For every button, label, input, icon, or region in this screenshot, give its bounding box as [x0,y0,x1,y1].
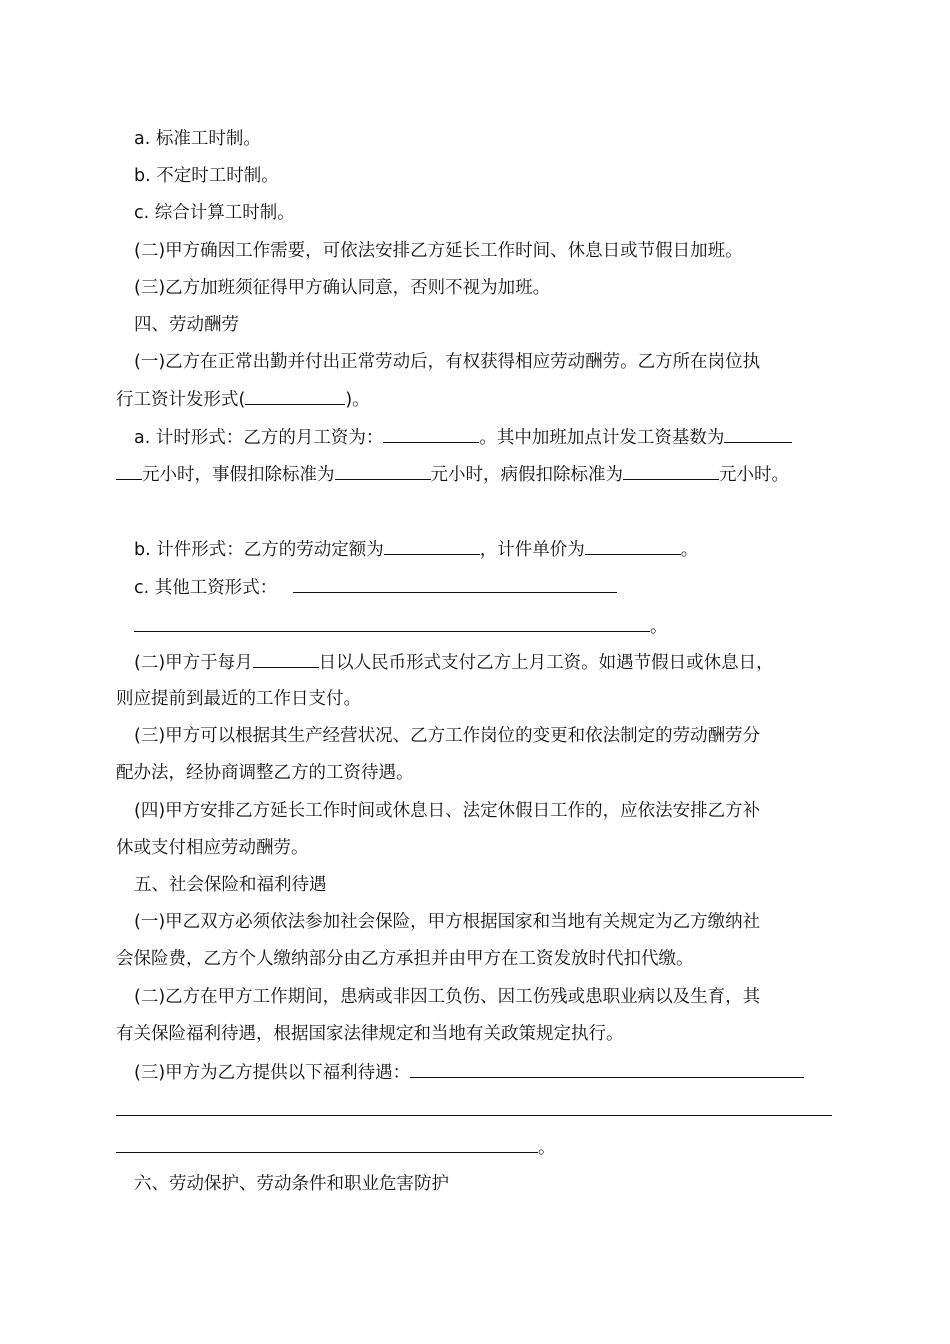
text: b. 计件形式：乙方的劳动定额为 [134,540,384,560]
text: 。 [650,617,668,637]
option-a-standard-hours: a. 标准工时制。 [134,129,261,149]
clause-5-1-line2: 会保险费，乙方个人缴纳部分由乙方承担并由甲方在工资发放时代扣代缴。 [116,949,694,969]
text: (二)甲方于每月 [134,653,253,673]
option-c-other-wage-line2 [134,614,668,639]
clause-overtime-arrangement: (二)甲方确因工作需要，可依法安排乙方延长工作时间、休息日或节假日加班。 [134,241,743,261]
clause-5-3-line1 [134,1060,804,1085]
clause-4-1-line1: (一)乙方在正常出勤并付出正常劳动后，有权获得相应劳动酬劳。乙方所在岗位执 [134,352,761,372]
clause-5-3-line3 [116,1135,556,1160]
blank-pay-day[interactable] [253,650,319,668]
clause-4-3-line1: (三)甲方可以根据其生产经营状况、乙方工作岗位的变更和依法制定的劳动酬劳分 [134,726,761,746]
clause-4-4-line1: (四)甲方安排乙方延长工作时间或休息日、法定休假日工作的，应依法安排乙方补 [134,801,761,821]
text: 日以人民币形式支付乙方上月工资。如遇节假日或休息日， [318,653,774,673]
blank-personal-leave-deduction[interactable] [335,462,431,480]
blank-other-wage-form-cont[interactable] [134,614,650,632]
option-b-irregular-hours: b. 不定时工时制。 [134,166,279,186]
clause-4-1-line2 [116,387,370,412]
section-5-heading: 五、社会保险和福利待遇 [134,875,327,895]
clause-overtime-confirmation: (三)乙方加班须征得甲方确认同意，否则不视为加班。 [134,278,551,298]
clause-4-3-line2: 配办法，经协商调整乙方的工资待遇。 [116,763,414,783]
blank-labor-quota[interactable] [384,537,480,555]
text: a. 计时形式：乙方的月工资为： [134,428,384,448]
blank-overtime-base[interactable] [724,425,792,443]
blank-wage-form[interactable] [245,387,345,405]
clause-5-3-line2 [116,1098,832,1123]
text: 。其中加班加点计发工资基数为 [479,428,725,448]
blank-overtime-base-cont[interactable] [116,462,142,480]
text: )。 [345,390,370,410]
text: (三)甲方为乙方提供以下福利待遇： [134,1063,411,1083]
section-4-heading: 四、劳动酬劳 [134,315,239,335]
text: ，计件单价为 [479,540,585,560]
option-c-comprehensive-hours: c. 综合计算工时制。 [134,203,295,223]
clause-5-2-line1: (二)乙方在甲方工作期间，患病或非因工负伤、因工伤残或患职业病以及生育，其 [134,987,761,1007]
blank-benefits[interactable] [410,1060,804,1078]
blank-benefits-cont-2[interactable] [116,1135,538,1153]
blank-monthly-wage[interactable] [383,425,479,443]
text: 元小时，病假扣除标准为 [430,465,623,485]
text: c. 其他工资形式： [134,578,278,598]
text: 元小时。 [719,465,789,485]
blank-benefits-cont[interactable] [116,1098,832,1116]
option-c-other-wage [134,575,617,600]
blank-sick-leave-deduction[interactable] [623,462,719,480]
clause-5-1-line1: (一)甲乙双方必须依法参加社会保险，甲方根据国家和当地有关规定为乙方缴纳社 [134,912,761,932]
section-6-heading: 六、劳动保护、劳动条件和职业危害防护 [134,1174,449,1194]
text: 。 [538,1138,556,1158]
clause-4-4-line2: 休或支付相应劳动酬劳。 [116,838,309,858]
blank-piece-price[interactable] [585,537,681,555]
option-b-piece-based [134,537,698,562]
clause-5-2-line2: 有关保险福利待遇，根据国家法律规定和当地有关政策规定执行。 [116,1024,624,1044]
clause-4-2-line1 [134,650,774,675]
blank-other-wage-form[interactable] [293,575,617,593]
option-a-time-based-line2 [116,462,789,487]
text: 行工资计发形式( [116,390,246,410]
clause-4-2-line2: 则应提前到最近的工作日支付。 [116,689,361,709]
text: 。 [680,540,699,560]
option-a-time-based [134,425,792,450]
text: 元小时，事假扣除标准为 [142,465,335,485]
